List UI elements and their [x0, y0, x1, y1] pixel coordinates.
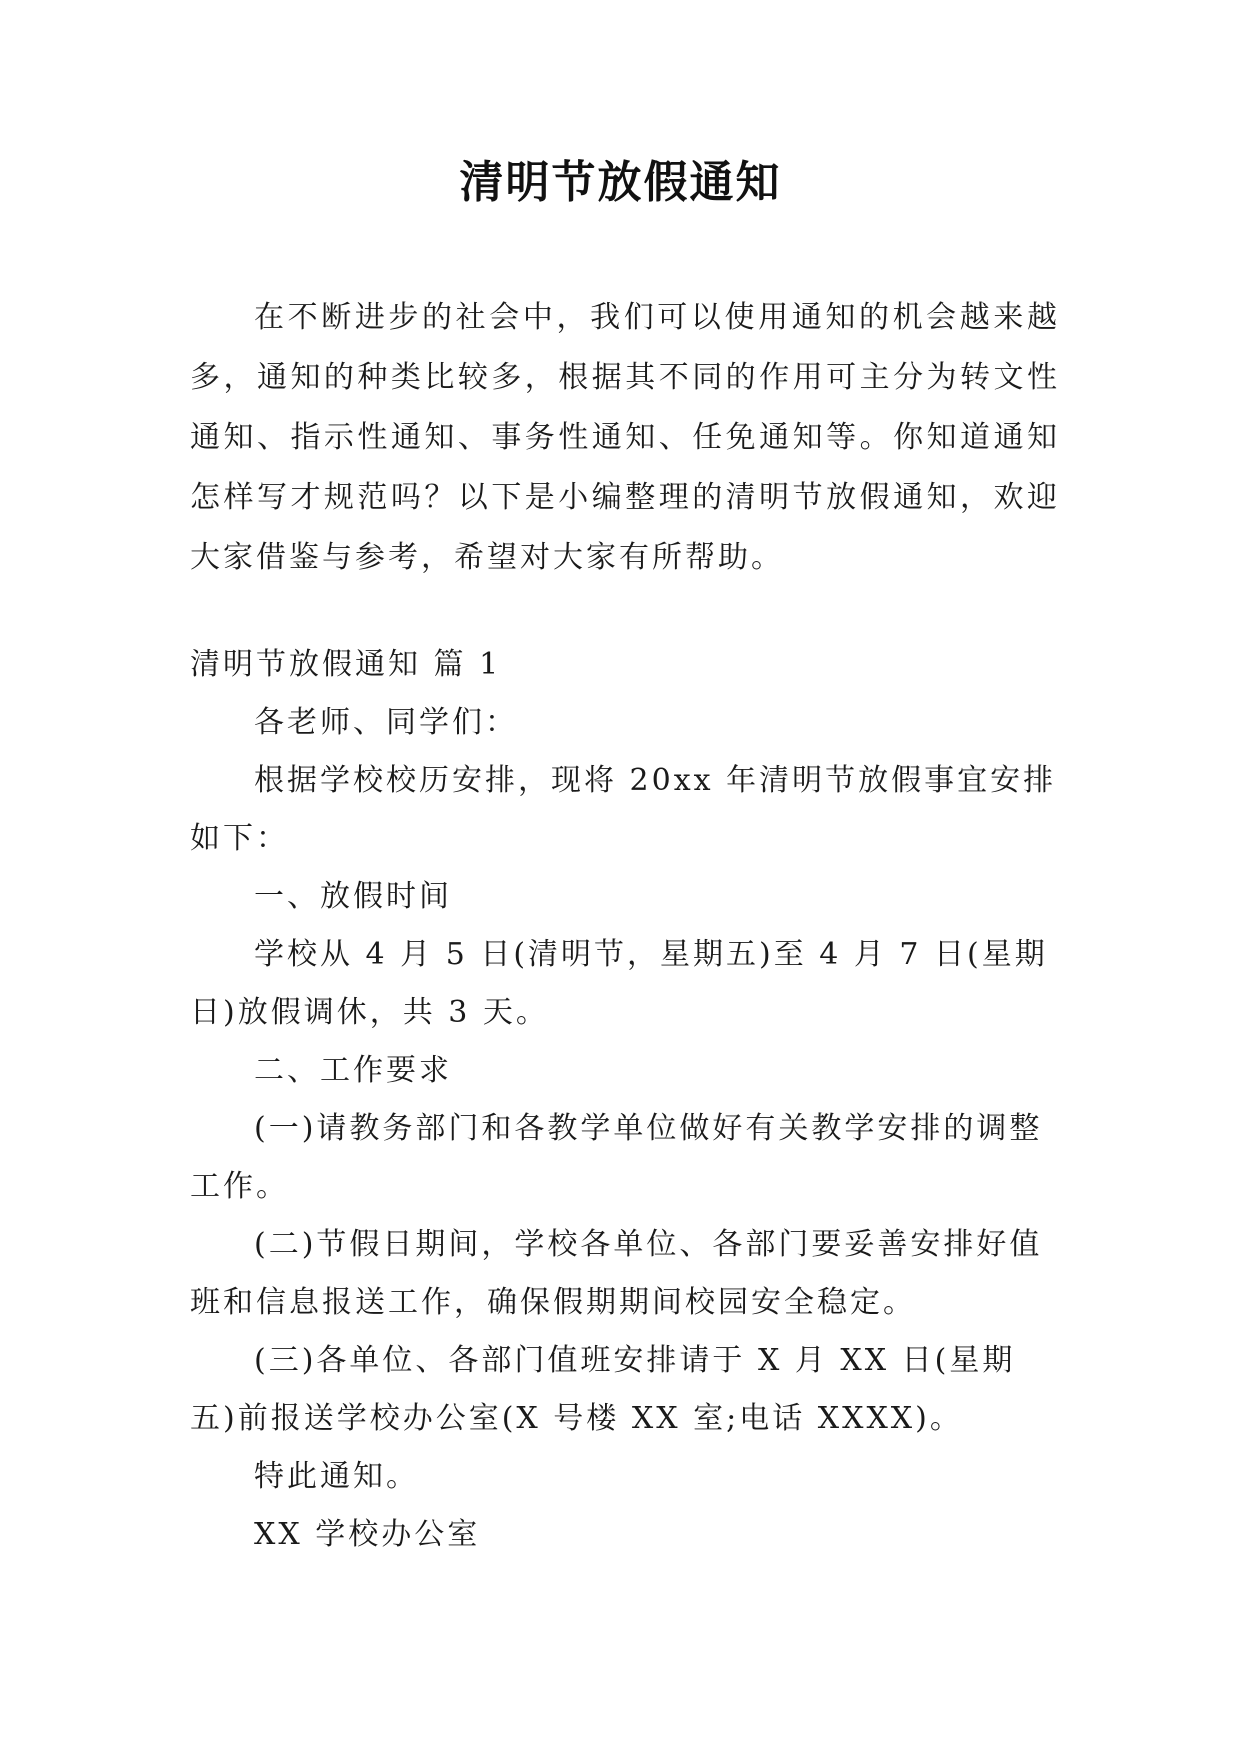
requirement-2: (二)节假日期间，学校各单位、各部门要妥善安排好值班和信息报送工作，确保假期期间校园安全稳定。: [190, 1227, 1043, 1320]
part1-paragraph: 学校从 4 月 5 日(清明节，星期五)至 4 月 7 日(星期日)放假调休，共 3 天。: [190, 937, 1048, 1030]
part1-heading: 一、放假时间: [254, 879, 452, 914]
intro-section: [190, 288, 1060, 588]
notice-body: [190, 636, 1060, 1564]
requirement-1: (一)请教务部门和各教学单位做好有关教学安排的调整工作。: [190, 1111, 1043, 1204]
salutation: 各老师、同学们：: [254, 705, 518, 740]
section-heading: 清明节放假通知 篇 1: [190, 647, 502, 682]
opening-paragraph: 根据学校校历安排，现将 20xx 年清明节放假事宜安排如下：: [190, 763, 1057, 856]
requirement-3: (三)各单位、各部门值班安排请于 X 月 XX 日(星期五)前报送学校办公室(X 号楼 XX 室;电话 XXXX)。: [190, 1343, 1016, 1436]
signature: XX 学校办公室: [254, 1517, 481, 1552]
closing-line: 特此通知。: [254, 1459, 419, 1494]
document-title: 清明节放假通知: [459, 157, 782, 208]
intro-paragraph: 在不断进步的社会中，我们可以使用通知的机会越来越多，通知的种类比较多，根据其不同的作用可主分为转文性通知、指示性通知、事务性通知、任免通知等。你知道通知怎样写才规范吗？以下是小编整理的清明节放假通知，欢迎大家借鉴与参考，希望对大家有所帮助。: [190, 300, 1060, 575]
part2-heading: 二、工作要求: [254, 1053, 452, 1088]
